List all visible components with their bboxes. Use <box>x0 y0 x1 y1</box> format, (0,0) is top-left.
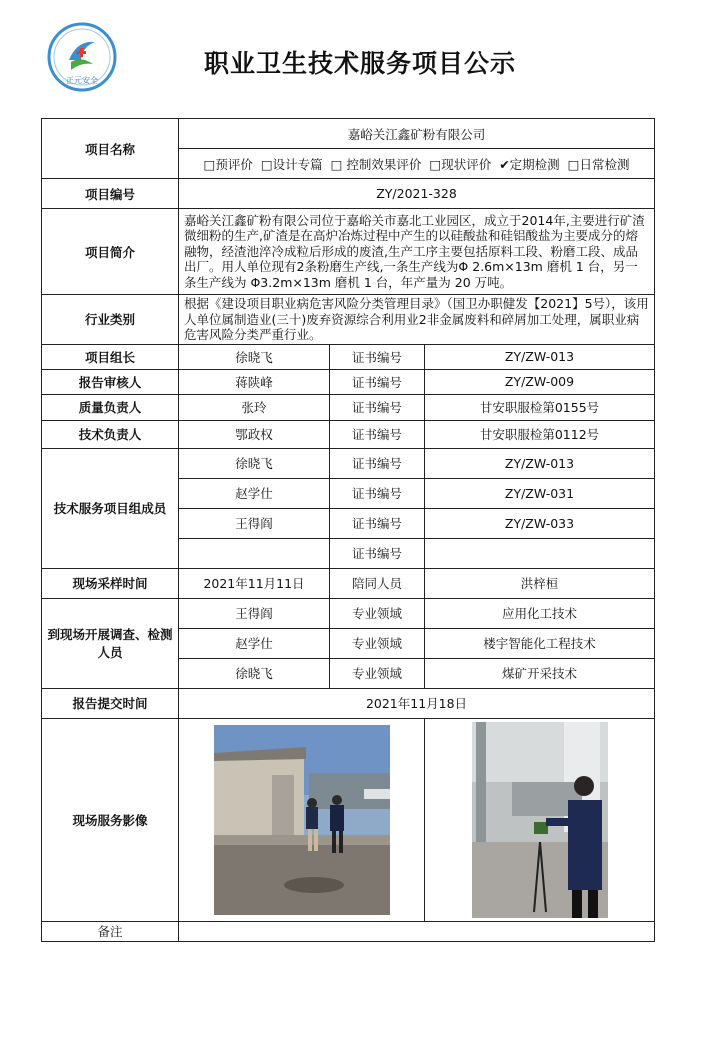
label-onsite-staff: 到现场开展调查、检测人员 <box>42 598 179 688</box>
cert-label: 证书编号 <box>330 420 425 448</box>
label-leader: 项目组长 <box>42 344 179 369</box>
label-quality: 质量负责人 <box>42 394 179 420</box>
onsite-name: 徐晓飞 <box>179 658 330 688</box>
cert-label: 证书编号 <box>330 538 425 568</box>
page-title: 职业卫生技术服务项目公示 <box>203 49 516 78</box>
reviewer-name: 蒋陕峰 <box>179 369 330 394</box>
onsite-field: 楼宇智能化工程技术 <box>425 628 655 658</box>
label-remarks: 备注 <box>42 921 179 941</box>
companion-name: 洪梓桓 <box>425 568 655 598</box>
site-photo-gate <box>214 725 390 915</box>
label-photos: 现场服务影像 <box>42 718 179 921</box>
type-option: □ 控制效果评价 <box>330 156 422 172</box>
label-industry: 行业类别 <box>42 295 179 345</box>
member-cert: ZY/ZW-013 <box>425 448 655 478</box>
field-label: 专业领域 <box>330 598 425 628</box>
field-label: 专业领域 <box>330 628 425 658</box>
label-sampling-time: 现场采样时间 <box>42 568 179 598</box>
leader-cert: ZY/ZW-013 <box>425 344 655 369</box>
label-submit-time: 报告提交时间 <box>42 688 179 718</box>
project-name: 嘉峪关江鑫矿粉有限公司 <box>179 119 655 149</box>
member-cert <box>425 538 655 568</box>
submit-date: 2021年11月18日 <box>179 688 655 718</box>
project-intro: 嘉峪关江鑫矿粉有限公司位于嘉峪关市嘉北工业园区，成立于2014年,主要进行矿渣微细粉的生产,矿渣是在高炉冶炼过程中产生的以硅酸盐和硅铝酸盐为主要成分的熔融物，经渣池淬冷成粒后形成的废渣,生产工序主要包括原料工段、粉磨工段、成品出厂。用人单位现有2条粉磨生产线,一条生产线为Φ 2.6m×13m 磨机 1 台，另一条生产线为 Φ3.2m×13m 磨机 1 台，年产量为 20 万吨。 <box>179 209 655 295</box>
label-reviewer: 报告审核人 <box>42 369 179 394</box>
site-photo-measurement <box>472 722 608 918</box>
sampling-date: 2021年11月11日 <box>179 568 330 598</box>
cert-label: 证书编号 <box>330 448 425 478</box>
onsite-name: 赵学仕 <box>179 628 330 658</box>
type-option: □设计专篇 <box>260 156 323 172</box>
label-project-name: 项目名称 <box>42 119 179 179</box>
label-members: 技术服务项目组成员 <box>42 448 179 568</box>
photo-cell-1 <box>179 718 425 921</box>
label-project-intro: 项目简介 <box>42 209 179 295</box>
type-option: □现状评价 <box>429 156 492 172</box>
quality-cert: 甘安职服检第0155号 <box>425 394 655 420</box>
member-name: 王得阎 <box>179 508 330 538</box>
member-name: 徐晓飞 <box>179 448 330 478</box>
type-option-checked: ✔定期检测 <box>499 156 560 172</box>
cert-label: 证书编号 <box>330 369 425 394</box>
companion-label: 陪同人员 <box>330 568 425 598</box>
leader-name: 徐晓飞 <box>179 344 330 369</box>
onsite-field: 煤矿开采技术 <box>425 658 655 688</box>
photo-cell-2 <box>425 718 655 921</box>
cert-label: 证书编号 <box>330 508 425 538</box>
cert-label: 证书编号 <box>330 394 425 420</box>
quality-name: 张玲 <box>179 394 330 420</box>
field-label: 专业领域 <box>330 658 425 688</box>
type-option: □日常检测 <box>567 156 630 172</box>
logo-text: 正元安全 <box>66 76 98 85</box>
cert-label: 证书编号 <box>330 478 425 508</box>
member-cert: ZY/ZW-033 <box>425 508 655 538</box>
member-name: 赵学仕 <box>179 478 330 508</box>
project-type-options <box>179 149 655 179</box>
project-table <box>41 118 655 942</box>
label-tech: 技术负责人 <box>42 420 179 448</box>
project-number: ZY/2021-328 <box>179 179 655 209</box>
member-cert: ZY/ZW-031 <box>425 478 655 508</box>
remarks-value <box>179 921 655 941</box>
reviewer-cert: ZY/ZW-009 <box>425 369 655 394</box>
label-project-no: 项目编号 <box>42 179 179 209</box>
industry-text: 根据《建设项目职业病危害风险分类管理目录》（国卫办职健发【2021】5号），该用人单位属制造业(三十)废弃资源综合利用业2非金属废料和碎屑加工处理，属职业病危害风险分类严重行业。 <box>179 295 655 345</box>
tech-cert: 甘安职服检第0112号 <box>425 420 655 448</box>
type-option: □预评价 <box>203 156 253 172</box>
tech-name: 鄂政权 <box>179 420 330 448</box>
cert-label: 证书编号 <box>330 344 425 369</box>
onsite-name: 王得阎 <box>179 598 330 628</box>
onsite-field: 应用化工技术 <box>425 598 655 628</box>
member-name <box>179 538 330 568</box>
